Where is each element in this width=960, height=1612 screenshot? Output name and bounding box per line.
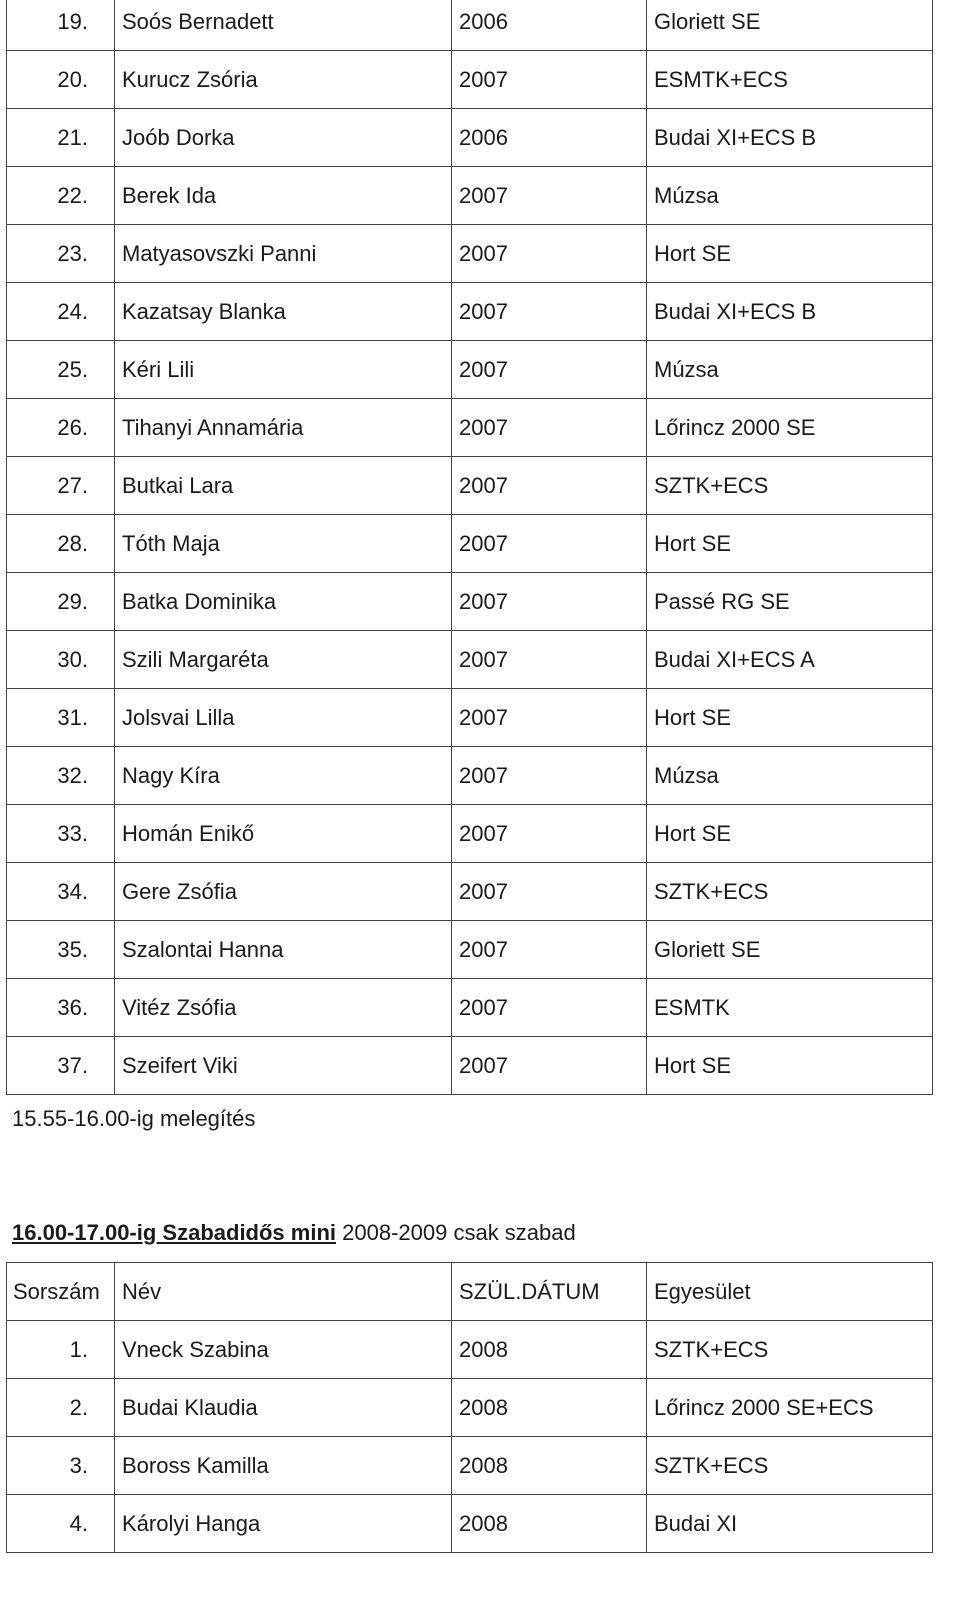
table-row — [7, 1321, 933, 1379]
row-number: 35. — [7, 921, 115, 979]
row-number: 24. — [7, 283, 115, 341]
participant-name: Soós Bernadett — [115, 0, 452, 51]
row-number: 37. — [7, 1037, 115, 1095]
club-name: Hort SE — [647, 515, 933, 573]
participant-name: Butkai Lara — [115, 457, 452, 515]
row-number: 23. — [7, 225, 115, 283]
warmup-note: 15.55-16.00-ig melegítés — [12, 1106, 256, 1131]
table-row — [7, 1437, 933, 1495]
header-number: Sorszám — [7, 1263, 115, 1321]
participants-table-1 — [6, 0, 933, 1095]
participant-name: Budai Klaudia — [115, 1379, 452, 1437]
row-number: 1. — [7, 1321, 115, 1379]
club-name: ESMTK+ECS — [647, 51, 933, 109]
participant-name: Károlyi Hanga — [115, 1495, 452, 1553]
birth-year: 2007 — [452, 51, 647, 109]
birth-year: 2006 — [452, 0, 647, 51]
row-number: 22. — [7, 167, 115, 225]
birth-year: 2007 — [452, 167, 647, 225]
club-name: SZTK+ECS — [647, 1321, 933, 1379]
club-name: Hort SE — [647, 805, 933, 863]
birth-year: 2007 — [452, 457, 647, 515]
club-name: SZTK+ECS — [647, 457, 933, 515]
birth-year: 2008 — [452, 1379, 647, 1437]
participant-name: Szeifert Viki — [115, 1037, 452, 1095]
birth-year: 2007 — [452, 225, 647, 283]
club-name: Gloriett SE — [647, 921, 933, 979]
birth-year: 2007 — [452, 863, 647, 921]
birth-year: 2008 — [452, 1437, 647, 1495]
birth-year: 2007 — [452, 573, 647, 631]
table-row — [7, 863, 933, 921]
club-name: Hort SE — [647, 689, 933, 747]
row-number: 31. — [7, 689, 115, 747]
club-name: Hort SE — [647, 225, 933, 283]
table-row — [7, 1495, 933, 1553]
table-row — [7, 399, 933, 457]
row-number: 19. — [7, 0, 115, 51]
birth-year: 2007 — [452, 979, 647, 1037]
table-row — [7, 109, 933, 167]
table-row — [7, 573, 933, 631]
participant-name: Boross Kamilla — [115, 1437, 452, 1495]
header-birth-date: SZÜL.DÁTUM — [452, 1263, 647, 1321]
table-row — [7, 51, 933, 109]
birth-year: 2007 — [452, 1037, 647, 1095]
table-row — [7, 631, 933, 689]
section-heading-rest: 2008-2009 csak szabad — [342, 1220, 576, 1245]
club-name: Budai XI — [647, 1495, 933, 1553]
participant-name: Tóth Maja — [115, 515, 452, 573]
table-row — [7, 515, 933, 573]
participant-name: Kazatsay Blanka — [115, 283, 452, 341]
row-number: 3. — [7, 1437, 115, 1495]
birth-year: 2006 — [452, 109, 647, 167]
row-number: 4. — [7, 1495, 115, 1553]
table-row — [7, 341, 933, 399]
table-row — [7, 979, 933, 1037]
table-row — [7, 167, 933, 225]
participant-name: Kéri Lili — [115, 341, 452, 399]
table-row — [7, 1379, 933, 1437]
header-name: Név — [115, 1263, 452, 1321]
participant-name: Nagy Kíra — [115, 747, 452, 805]
participant-name: Vneck Szabina — [115, 1321, 452, 1379]
birth-year: 2007 — [452, 283, 647, 341]
participant-name: Joób Dorka — [115, 109, 452, 167]
row-number: 27. — [7, 457, 115, 515]
participant-name: Homán Enikő — [115, 805, 452, 863]
table-row — [7, 747, 933, 805]
participant-name: Berek Ida — [115, 167, 452, 225]
header-club: Egyesület — [647, 1263, 933, 1321]
birth-year: 2007 — [452, 689, 647, 747]
table-row — [7, 1037, 933, 1095]
birth-year: 2007 — [452, 515, 647, 573]
participant-name: Vitéz Zsófia — [115, 979, 452, 1037]
club-name: Múzsa — [647, 341, 933, 399]
birth-year: 2007 — [452, 399, 647, 457]
birth-year: 2007 — [452, 341, 647, 399]
table1-body — [7, 0, 933, 1095]
club-name: SZTK+ECS — [647, 863, 933, 921]
participant-name: Szalontai Hanna — [115, 921, 452, 979]
table-row — [7, 457, 933, 515]
section-heading-bold: 16.00-17.00-ig Szabadidős mini — [12, 1220, 337, 1245]
club-name: SZTK+ECS — [647, 1437, 933, 1495]
row-number: 34. — [7, 863, 115, 921]
participant-name: Matyasovszki Panni — [115, 225, 452, 283]
club-name: Budai XI+ECS B — [647, 283, 933, 341]
row-number: 26. — [7, 399, 115, 457]
participant-name: Batka Dominika — [115, 573, 452, 631]
participant-name: Kurucz Zsória — [115, 51, 452, 109]
club-name: ESMTK — [647, 979, 933, 1037]
club-name: Lőrincz 2000 SE — [647, 399, 933, 457]
row-number: 25. — [7, 341, 115, 399]
birth-year: 2007 — [452, 631, 647, 689]
birth-year: 2007 — [452, 805, 647, 863]
table-header-row — [7, 1263, 933, 1321]
table-row — [7, 805, 933, 863]
club-name: Passé RG SE — [647, 573, 933, 631]
row-number: 28. — [7, 515, 115, 573]
club-name: Lőrincz 2000 SE+ECS — [647, 1379, 933, 1437]
table-row — [7, 0, 933, 51]
birth-year: 2008 — [452, 1321, 647, 1379]
club-name: Hort SE — [647, 1037, 933, 1095]
birth-year: 2008 — [452, 1495, 647, 1553]
club-name: Budai XI+ECS A — [647, 631, 933, 689]
participant-name: Jolsvai Lilla — [115, 689, 452, 747]
row-number: 29. — [7, 573, 115, 631]
club-name: Múzsa — [647, 747, 933, 805]
row-number: 36. — [7, 979, 115, 1037]
table-row — [7, 921, 933, 979]
birth-year: 2007 — [452, 747, 647, 805]
table-row — [7, 225, 933, 283]
club-name: Múzsa — [647, 167, 933, 225]
row-number: 21. — [7, 109, 115, 167]
participant-name: Szili Margaréta — [115, 631, 452, 689]
club-name: Gloriett SE — [647, 0, 933, 51]
table-row — [7, 689, 933, 747]
table-row — [7, 283, 933, 341]
participants-table-2 — [6, 1262, 933, 1553]
row-number: 33. — [7, 805, 115, 863]
club-name: Budai XI+ECS B — [647, 109, 933, 167]
section-heading — [12, 1220, 576, 1246]
row-number: 30. — [7, 631, 115, 689]
table2-body — [7, 1263, 933, 1553]
row-number: 2. — [7, 1379, 115, 1437]
participant-name: Tihanyi Annamária — [115, 399, 452, 457]
birth-year: 2007 — [452, 921, 647, 979]
participant-name: Gere Zsófia — [115, 863, 452, 921]
row-number: 32. — [7, 747, 115, 805]
row-number: 20. — [7, 51, 115, 109]
